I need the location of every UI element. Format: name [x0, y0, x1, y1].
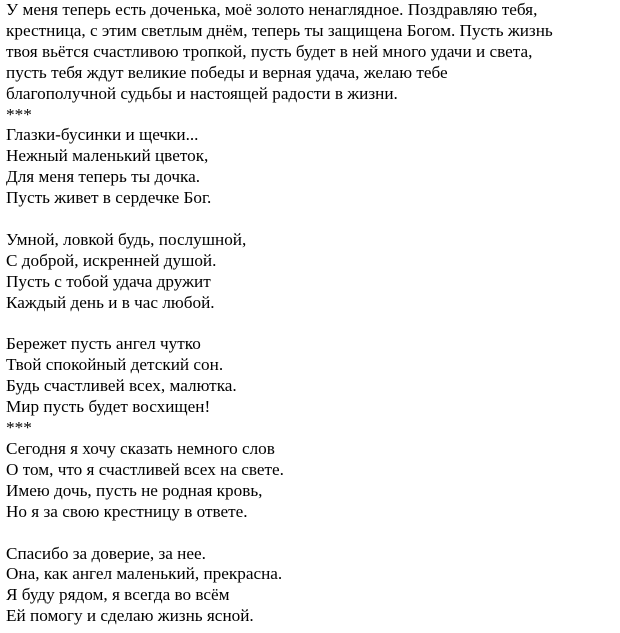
verse-line: Пусть с тобой удача дружит — [6, 271, 211, 291]
intro-paragraph — [6, 0, 614, 105]
verse-line: Ей помогу и сделаю жизнь ясной. — [6, 606, 254, 626]
verse-line: О том, что я счастливей всех на свете. — [6, 459, 284, 479]
poem-1-stanza-3 — [6, 334, 614, 418]
verse-line: Каждый день и в час любой. — [6, 292, 215, 312]
poem-2-stanza-1 — [6, 439, 614, 523]
verse-line: Имею дочь, пусть не родная кровь, — [6, 480, 263, 500]
verse-line: Будь счастливей всех, малютка. — [6, 376, 237, 396]
poem-1-stanza-1 — [6, 125, 614, 209]
poem-1-stanza-2 — [6, 230, 614, 314]
verse-line: Глазки-бусинки и щечки... — [6, 125, 199, 145]
stanza-gap — [6, 523, 614, 544]
verse-line: Но я за свою крестницу в ответе. — [6, 501, 248, 521]
verse-line: Нежный маленький цветок, — [6, 146, 209, 166]
verse-line: Умной, ловкой будь, послушной, — [6, 229, 247, 249]
verse-line: Она, как ангел маленький, прекрасна. — [6, 564, 283, 584]
text-line: твоя вьётся счастливою тропкой, пусть будет в ней много удачи и света, — [6, 41, 533, 61]
verse-line: Для меня теперь ты дочка. — [6, 167, 201, 187]
stanza-gap — [6, 314, 614, 335]
text-line: благополучной судьбы и настоящей радости в жизни. — [6, 83, 398, 103]
stanza-gap — [6, 209, 614, 230]
verse-line: Бережет пусть ангел чутко — [6, 334, 201, 354]
verse-line: Сегодня я хочу сказать немного слов — [6, 439, 275, 458]
verse-line: С доброй, искренней душой. — [6, 250, 217, 270]
verse-line: Твой спокойный детский сон. — [6, 355, 224, 375]
separator: *** — [6, 104, 32, 124]
separator: *** — [6, 418, 32, 438]
verse-line: Пусть живет в сердечке Бог. — [6, 188, 212, 208]
verse-line: Я буду рядом, я всегда во всём — [6, 585, 230, 605]
verse-line: Спасибо за доверие, за нее. — [6, 543, 206, 563]
greeting-document — [6, 0, 614, 627]
poem-2-stanza-2 — [6, 544, 614, 628]
text-line: крестница, с этим светлым днём, теперь ты защищена Богом. Пусть жизнь — [6, 20, 553, 40]
verse-line: Мир пусть будет восхищен! — [6, 397, 211, 417]
text-line: пусть тебя ждут великие победы и верная удача, желаю тебе — [6, 62, 448, 82]
text-line: У меня теперь есть доченька, моё золото ненаглядное. Поздравляю тебя, — [6, 0, 538, 19]
